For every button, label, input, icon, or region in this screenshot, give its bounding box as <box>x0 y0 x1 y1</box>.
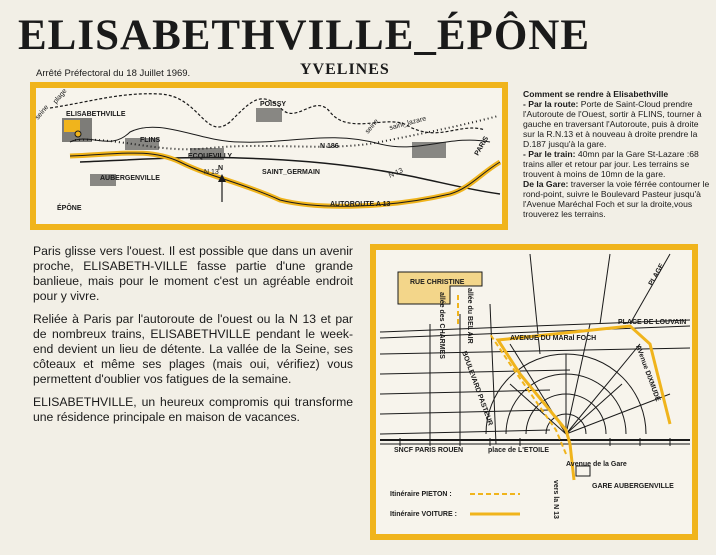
region-map <box>30 82 508 230</box>
legend-pedestrian-label: Itinéraire PIETON : <box>390 491 452 498</box>
gare-text: traverser la voie férrée contourner le rond-point, suivre le Boulevard Pasteur jusqu'à l'Avenue Maréchal Foch et sur la droite,vous trouverez les terrains. <box>523 179 710 219</box>
label-allee-bel-air: allée du BEL AIR <box>466 288 473 344</box>
label-rue-christine: RUE CHRISTINE <box>410 279 465 286</box>
label-vers-n13: vers la N 13 <box>552 480 559 519</box>
gare-label: De la Gare: <box>523 179 569 189</box>
label-n13-left: N 13 <box>204 169 219 176</box>
directions-heading: Comment se rendre à Elisabethville <box>523 89 669 99</box>
label-epone: ÉPÔNE <box>57 205 82 212</box>
label-sncf: SNCF PARIS ROUEN <box>394 447 464 454</box>
label-flins: FLINS <box>140 137 161 144</box>
paragraph: Paris glisse vers l'ouest. Il est possible que dans un avenir proche, ELISABETH-VILLE fasse partie d'une grande banlieue, mais pour le moment c'est un agréable endroit pour y vivre. <box>33 244 353 303</box>
page-title: ELISABETHVILLE_ÉPÔNE <box>18 12 591 59</box>
label-avenue-dixmude: AVenue DIXMUDE <box>634 344 662 403</box>
train-label: - Par le train: <box>523 149 576 159</box>
label-n13-right: N 13 <box>387 167 405 180</box>
department-name: YVELINES <box>300 61 390 78</box>
decree-date: Arrêté Préfectoral du 18 Juillet 1969. <box>36 68 191 79</box>
train-text: 40mn par la Gare St-Lazare :68 trains aller et retour par jour. Les terrains se trouvent à moins de 10mn de la gare. <box>523 149 699 179</box>
label-gare: GARE AUBERGENVILLE <box>592 483 674 490</box>
route-text: Porte de Saint-Cloud prendre l'Autoroute de l'Ouest, sortir à FLINS, tourner à gauche en traversant l'Autoroute, puis à droite sur la R.N.13 et à nouveau à droite prendre la D.187 jusqu'à la gare. <box>523 99 702 149</box>
label-elisabethville: ELISABETHVILLE <box>66 111 126 118</box>
label-ecquevilly: ECQUEVILLY <box>188 153 233 160</box>
label-saint-lazare: saint_lazare <box>388 115 427 132</box>
local-map <box>370 244 698 540</box>
north-label: N <box>218 165 224 172</box>
paragraph: Reliée à Paris par l'autoroute de l'ouest ou la N 13 et par de nombreux trains, ELISABETHVILLE pendant le week-end devient un lieu de détente. La vallée de la Seine, ses côteaux et même ses plages (mais oui, vérifiez) vous permettent d'oublier vos fatigues de la semaine. <box>33 312 353 386</box>
label-saint-germain: SAINT_GERMAIN <box>262 169 320 176</box>
label-place-etoile: place de L'ETOILE <box>488 447 550 454</box>
label-poissy: POISSY <box>260 101 287 108</box>
label-seine-right: seine <box>364 117 381 136</box>
label-avenue-gare: Avenue de la Gare <box>566 461 627 468</box>
directions-block <box>523 89 711 219</box>
label-seine-left: seine <box>34 103 51 122</box>
label-autoroute: AUTOROUTE A 13 <box>330 201 391 208</box>
label-avenue-foch: AVENUE DU MARal FOCH <box>510 335 597 342</box>
legend-car-label: Itinéraire VOITURE : <box>390 511 457 518</box>
label-plage: PLAGE <box>647 262 666 287</box>
article-text <box>33 244 353 433</box>
label-allee-charmes: allée des CHARMES <box>438 292 445 359</box>
label-place-louvain: PLACE DE LOUVAIN <box>618 319 687 326</box>
label-plage: plage <box>52 87 69 106</box>
label-aubergenville: AUBERGENVILLE <box>100 175 160 182</box>
label-n186: N 186 <box>320 143 339 150</box>
label-paris: PARIS <box>473 135 491 157</box>
route-label: - Par la route: <box>523 99 579 109</box>
paragraph: ELISABETHVILLE, un heureux compromis qui transforme une résidence principale en maison de vacances. <box>33 395 353 424</box>
label-boulevard-pasteur: BOULEVARD PASTEUR <box>460 350 494 427</box>
